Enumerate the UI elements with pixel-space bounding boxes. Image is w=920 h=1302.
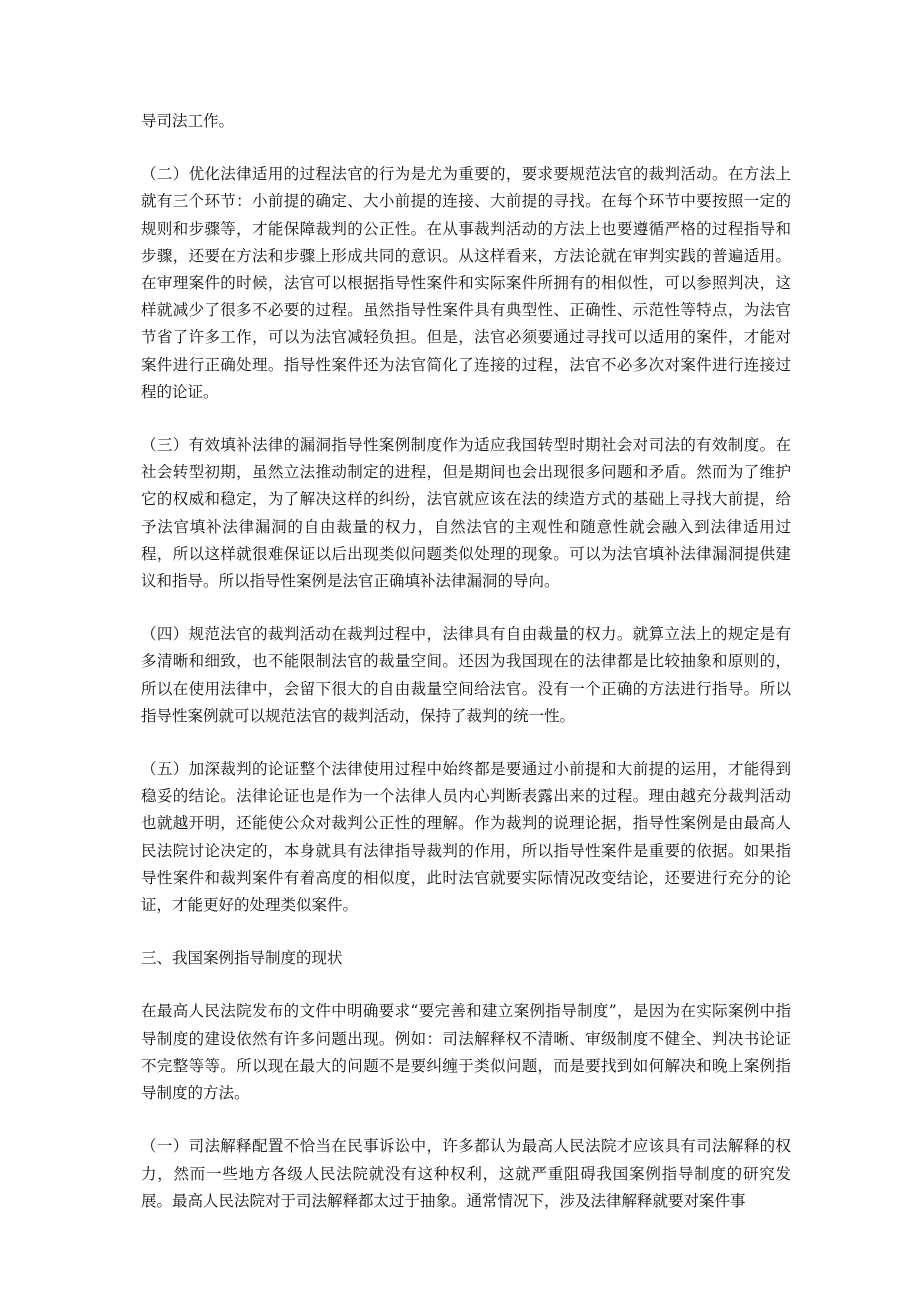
paragraph-section-2: （二）优化法律适用的过程法官的行为是尤为重要的，要求要规范法官的裁判活动。在方法上就有三个环节：小前提的确定、大小前提的连接、大前提的寻找。在每个环节中要按照一定的规则和步骤等，才能保障裁判的公正性。在从事裁判活动的方法上也要遵循严格的过程指导和步骤，还要在方法和步骤上形成共同的意识。从这样看来，方法论就在审判实践的普遍适用。在审理案件的时候，法官可以根据指导性案件和实际案件所拥有的相似性，可以参照判决，这样就减少了很多不必要的过程。虽然指导性案件具有典型性、正确性、示范性等特点，为法官节省了许多工作，可以为法官减轻负担。但是，法官必须要通过寻找可以适用的案件，才能对案件进行正确处理。指导性案件还为法官简化了连接的过程，法官不必多次对案件进行连接过程的论证。 bbox=[141, 165, 791, 401]
paragraph-section-5: （五）加深裁判的论证整个法律使用过程中始终都是要通过小前提和大前提的运用，才能得到稳妥的结论。法律论证也是作为一个法律人员内心判断表露出来的过程。理由越充分裁判活动也就越开明，还能使公众对裁判公正性的理解。作为裁判的说理论据，指导性案例是由最高人民法院讨论决定的，本身就具有法律指导裁判的作用，所以指导性案件是重要的依据。如果指导性案件和裁判案件有着高度的相似度，此时法官就要实际情况改变结论，还要进行充分的论证，才能更好的处理类似案件。 bbox=[141, 760, 791, 915]
section-heading: 三、我国案例指导制度的现状 bbox=[141, 949, 343, 968]
paragraph-subsection-1: （一）司法解释配置不恰当在民事诉讼中，许多都认为最高人民法院才应该具有司法解释的权力，然而一些地方各级人民法院就没有这种权利，这就严重阻碍我国案例指导制度的研究发展。最高人民法院对于司法解释都太过于抽象。通常情况下，涉及法律解释就要对案件事 bbox=[141, 1137, 791, 1210]
document-body bbox=[141, 108, 791, 1215]
paragraph-continuation: 导司法工作。 bbox=[141, 112, 235, 130]
paragraph-gap bbox=[141, 135, 791, 161]
paragraph-section-3: （三）有效填补法律的漏洞指导性案例制度作为适应我国转型时期社会对司法的有效制度。在社会转型初期，虽然立法推动制定的进程，但是期间也会出现很多问题和矛盾。然而为了维护它的权威和稳定，为了解决这样的纠纷，法官就应该在法的续造方式的基础上寻找大前提，给予法官填补法律漏洞的自由裁量的权力，自然法官的主观性和随意性就会融入到法律适用过程，所以这样就很难保证以后出现类似问题类似处理的现象。可以为法官填补法律漏洞提供建议和指导。所以指导性案例是法官正确填补法律漏洞的导向。 bbox=[141, 436, 791, 591]
paragraph-gap bbox=[141, 919, 791, 945]
paragraph-gap bbox=[141, 730, 791, 756]
paragraph-gap bbox=[141, 595, 791, 621]
paragraph-gap bbox=[141, 972, 791, 998]
paragraph-gap bbox=[141, 1107, 791, 1133]
paragraph-status-intro: 在最高人民法院发布的文件中明确要求“要完善和建立案例指导制度”，是因为在实际案例中指导制度的建设依然有许多问题出现。例如：司法解释权不清晰、审级制度不健全、判决书论证不完整等等。所以现在最大的问题不是要纠缠于类似问题，而是要找到如何解决和晚上案例指导制度的方法。 bbox=[141, 1002, 791, 1103]
paragraph-gap bbox=[141, 406, 791, 432]
paragraph-section-4: （四）规范法官的裁判活动在裁判过程中，法律具有自由裁量的权力。就算立法上的规定是有多清晰和细致，也不能限制法官的裁量空间。还因为我国现在的法律都是比较抽象和原则的，所以在使用法律中，会留下很大的自由裁量空间给法官。没有一个正确的方法进行指导。所以指导性案例就可以规范法官的裁判活动，保持了裁判的统一性。 bbox=[141, 625, 791, 725]
